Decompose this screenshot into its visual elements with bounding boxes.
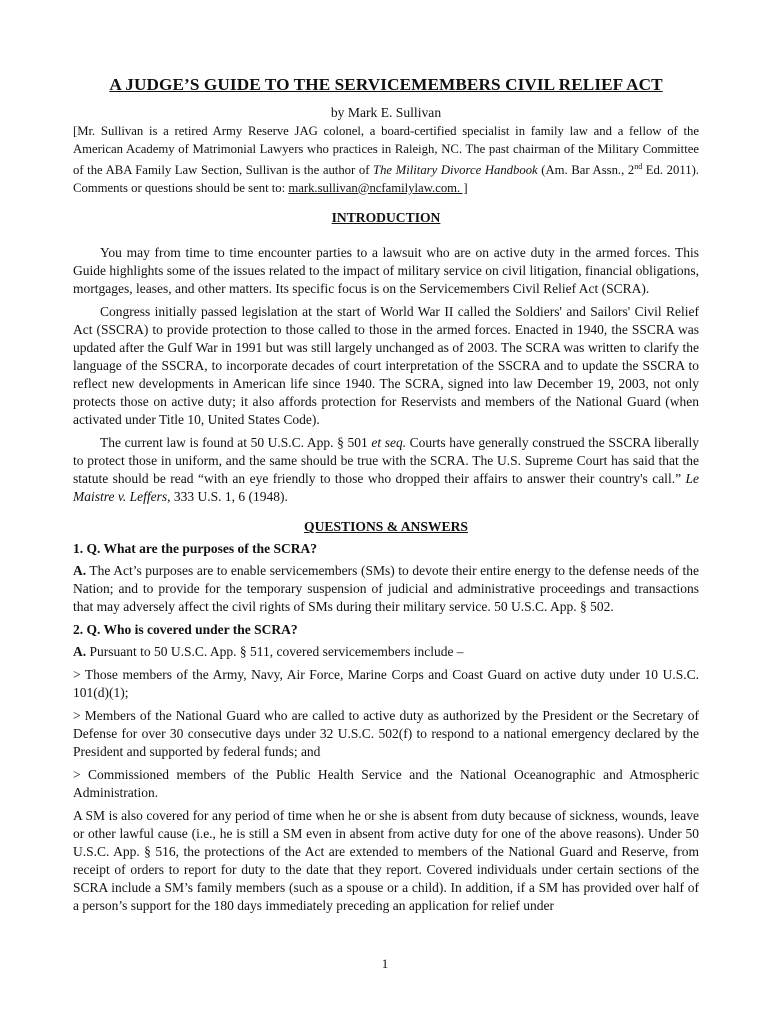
bio-text-1: [Mr. Sullivan is a retired Army Reserve JAG colonel, a board-certified specialist in family law and a fellow of the American Academy of Matrimonial Lawyers who practices in Raleigh, NC. The past chairman of the Military Committee of the ABA Family Law Section, Sullivan is the author of bbox=[73, 124, 699, 178]
intro-paragraph-3 bbox=[73, 434, 699, 506]
bio-book-title: The Military Divorce Handbook bbox=[373, 163, 538, 178]
answer-1-label: A. bbox=[73, 563, 87, 579]
answer-2-text: Pursuant to 50 U.S.C. App. § 511, covered servicemembers include – bbox=[86, 644, 464, 660]
question-2: 2. Q. Who is covered under the SCRA? bbox=[73, 622, 298, 638]
intro-p3-text-c: , 333 U.S. 1, 6 (1948). bbox=[167, 489, 288, 505]
answer-1 bbox=[73, 562, 699, 616]
introduction-heading: INTRODUCTION bbox=[331, 210, 441, 226]
intro-p3-text-a: The current law is found at 50 U.S.C. App. § 501 bbox=[100, 435, 372, 451]
page-number: 1 bbox=[381, 956, 389, 971]
author-byline: by Mark E. Sullivan bbox=[330, 105, 442, 120]
answer-2 bbox=[73, 643, 699, 661]
intro-p3-text-b: Courts have generally construed the SSCRA liberally to protect those in uniform, and the same should be true with the SCRA. The U.S. Supreme Court has said that the statute should be read “with an eye friendly to those who dropped their affairs to answer their country's call.” bbox=[73, 435, 699, 487]
et-seq-citation: et seq. bbox=[371, 435, 407, 451]
coverage-paragraph: A SM is also covered for any period of time when he or she is absent from duty because of sickness, wounds, leave or other lawful cause (i.e., he is still a SM even in absent from active duty for one of the above reasons). Under 50 U.S.C. App. § 516, the protections of the Act are extended to members of the National Guard and Reserve, from receipt of orders to report for duty to the date that they report. Covered individuals under certain sections of the SCRA include a SM’s family members (such as a spouse or a child). In addition, if a SM has provided over half of a person’s support for the 180 days immediately preceding an application for relief under bbox=[73, 808, 699, 914]
covered-item-3: > Commissioned members of the Public Health Service and the National Oceanographic and Atmospheric Administration. bbox=[73, 767, 699, 801]
bio-text-3: Ed. 2011). Comments or questions should be sent to: bbox=[73, 163, 699, 195]
bio-text-2: (Am. Bar Assn., 2 bbox=[537, 163, 635, 178]
case-citation: Le Maistre v. Leffers bbox=[73, 471, 699, 505]
bio-ordinal-suffix: nd bbox=[634, 162, 643, 171]
answer-2-label: A. bbox=[73, 644, 87, 660]
answer-1-text: The Act’s purposes are to enable servicemembers (SMs) to devote their entire energy to the defense needs of the Nation; and to provide for the temporary suspension of judicial and administrative proceedings and transactions that may adversely affect the civil rights of SMs during their military service. 50 U.S.C. App. § 502. bbox=[73, 563, 699, 615]
qa-heading: QUESTIONS & ANSWERS bbox=[304, 519, 468, 535]
intro-paragraph-2: Congress initially passed legislation at the start of World War II called the Soldiers' and Sailors' Civil Relief Act (SSCRA) to provide protection to those called to those in the armed forces. Enacted in 1940, the SSCRA was updated after the Gulf War in 1991 but was still largely unchanged as of 2003. The SCRA was written to clarify the language of the SSCRA, to incorporate decades of court interpretation of the SSCRA and to update the SSCRA to reflect new developments in American life since 1940. The SCRA, signed into law December 19, 2003, not only protects those on active duty; it also affords protection for Reservists and members of the National Guard (when activated under Title 10, United States Code). bbox=[73, 304, 699, 428]
covered-item-2: > Members of the National Guard who are called to active duty as authorized by the President or the Secretary of Defense for over 30 consecutive days under 32 U.S.C. 502(f) to respond to a national emergency declared by the President and supported by federal funds; and bbox=[73, 708, 699, 760]
intro-paragraph-1: You may from time to time encounter parties to a lawsuit who are on active duty in the armed forces. This Guide highlights some of the issues related to the impact of military service on civil litigation, financial obligations, mortgages, leases, and other matters. Its specific focus is on the Servicemembers Civil Relief Act (SCRA). bbox=[73, 245, 699, 297]
document-page bbox=[73, 74, 699, 920]
question-1: 1. Q. What are the purposes of the SCRA? bbox=[73, 541, 318, 557]
covered-item-1: > Those members of the Army, Navy, Air Force, Marine Corps and Coast Guard on active duty under 10 U.S.C. 101(d)(1); bbox=[73, 667, 699, 701]
author-bio bbox=[73, 123, 699, 197]
document-title: A JUDGE’S GUIDE TO THE SERVICEMEMBERS CIVIL RELIEF ACT bbox=[109, 75, 663, 94]
author-email-link[interactable]: mark.sullivan@ncfamilylaw.com. ] bbox=[288, 180, 468, 195]
